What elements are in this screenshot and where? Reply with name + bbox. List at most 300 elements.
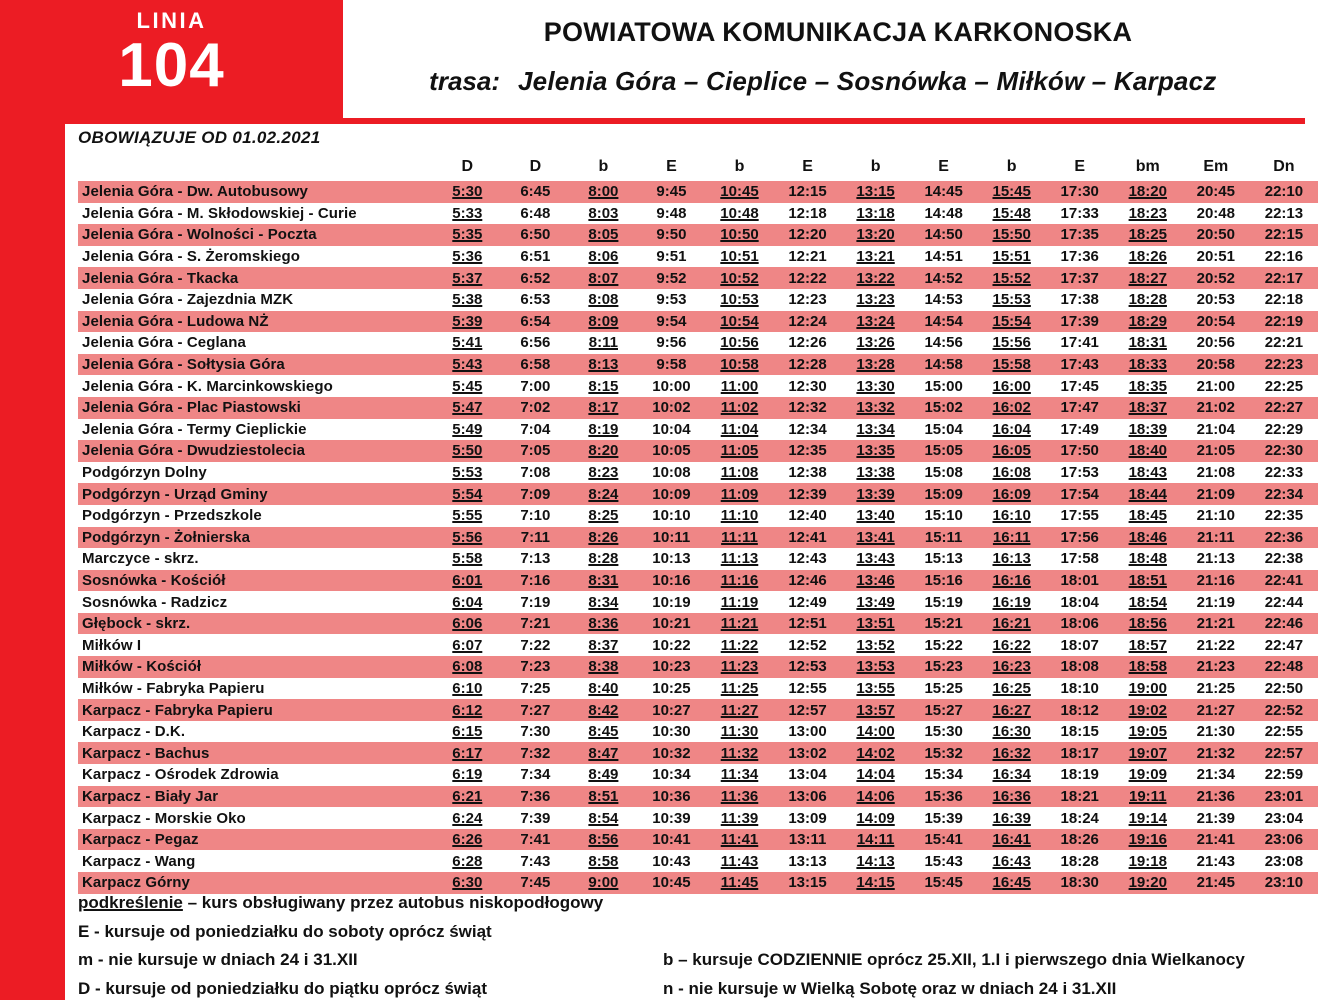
departure-time-cell: 10:10 <box>637 505 705 527</box>
departure-time-cell <box>433 548 501 570</box>
table-row <box>78 656 1318 678</box>
low-floor-time: 8:54 <box>588 809 619 827</box>
departure-time-cell <box>978 483 1046 505</box>
departure-time-cell <box>705 591 773 613</box>
departure-time-cell: 18:10 <box>1046 678 1114 700</box>
line-word-label: LINIA <box>136 8 207 33</box>
departure-time-cell <box>1114 203 1182 225</box>
low-floor-time: 18:29 <box>1128 312 1167 330</box>
departure-time-cell: 10:32 <box>637 742 705 764</box>
departure-time-cell: 13:15 <box>774 872 842 894</box>
departure-time-cell: 9:48 <box>637 203 705 225</box>
departure-time-cell: 6:58 <box>501 354 569 376</box>
departure-time-cell: 12:55 <box>774 678 842 700</box>
low-floor-time: 8:51 <box>588 787 619 805</box>
departure-time-cell: 18:24 <box>1046 807 1114 829</box>
low-floor-time: 11:00 <box>720 377 759 395</box>
low-floor-time: 14:04 <box>856 766 895 784</box>
departure-time-cell: 12:23 <box>774 289 842 311</box>
departure-time-cell <box>433 850 501 872</box>
departure-time-cell: 13:13 <box>774 850 842 872</box>
departure-time-cell <box>705 634 773 656</box>
departure-time-cell <box>569 786 637 808</box>
departure-time-cell <box>705 807 773 829</box>
departure-time-cell <box>842 332 910 354</box>
departure-time-cell: 6:50 <box>501 224 569 246</box>
low-floor-time: 13:53 <box>856 658 895 676</box>
low-floor-time: 16:39 <box>992 809 1031 827</box>
low-floor-time: 16:34 <box>992 766 1031 784</box>
departure-time-cell <box>842 850 910 872</box>
departure-time-cell: 15:19 <box>910 591 978 613</box>
departure-time-cell <box>433 721 501 743</box>
departure-time-cell: 12:53 <box>774 656 842 678</box>
departure-time-cell <box>978 548 1046 570</box>
low-floor-time: 16:13 <box>992 550 1031 568</box>
low-floor-time: 19:02 <box>1128 701 1167 719</box>
low-floor-time: 15:58 <box>992 356 1031 374</box>
departure-time-cell: 12:21 <box>774 246 842 268</box>
table-row <box>78 267 1318 289</box>
low-floor-time: 13:21 <box>856 248 895 266</box>
stop-name-cell: Podgórzyn Dolny <box>78 462 433 484</box>
departure-time-cell <box>433 634 501 656</box>
departure-time-cell: 14:45 <box>910 181 978 203</box>
stop-name-cell: Jelenia Góra - K. Marcinkowskiego <box>78 375 433 397</box>
departure-time-cell: 15:27 <box>910 699 978 721</box>
departure-time-cell <box>569 505 637 527</box>
stop-name-cell: Karpacz Górny <box>78 872 433 894</box>
departure-time-cell <box>978 332 1046 354</box>
legend-left-text: D - kursuje od poniedziałku do piątku oprócz świąt <box>78 978 487 998</box>
departure-time-cell <box>1114 678 1182 700</box>
departure-time-cell: 17:33 <box>1046 203 1114 225</box>
departure-time-cell: 15:00 <box>910 375 978 397</box>
departure-time-cell <box>978 656 1046 678</box>
low-floor-time: 6:15 <box>452 723 483 741</box>
departure-time-cell <box>569 634 637 656</box>
column-header-b-6: b <box>870 158 881 175</box>
low-floor-time: 18:48 <box>1128 550 1167 568</box>
departure-time-cell <box>705 462 773 484</box>
departure-time-cell <box>705 527 773 549</box>
departure-time-cell: 21:08 <box>1182 462 1250 484</box>
departure-time-cell: 20:53 <box>1182 289 1250 311</box>
departure-time-cell: 21:32 <box>1182 742 1250 764</box>
low-floor-time: 15:48 <box>992 204 1031 222</box>
stop-name-cell: Marczyce - skrz. <box>78 548 433 570</box>
departure-time-cell: 15:25 <box>910 678 978 700</box>
departure-time-cell: 21:23 <box>1182 656 1250 678</box>
departure-time-cell: 12:41 <box>774 527 842 549</box>
low-floor-time: 14:02 <box>856 744 895 762</box>
departure-time-cell: 6:53 <box>501 289 569 311</box>
departure-time-cell: 17:55 <box>1046 505 1114 527</box>
departure-time-cell <box>705 505 773 527</box>
departure-time-cell: 12:43 <box>774 548 842 570</box>
departure-time-cell: 13:09 <box>774 807 842 829</box>
departure-time-cell <box>433 527 501 549</box>
departure-time-cell: 21:16 <box>1182 570 1250 592</box>
low-floor-time: 13:15 <box>856 183 895 201</box>
departure-time-cell <box>569 246 637 268</box>
table-row <box>78 203 1318 225</box>
departure-time-cell: 20:45 <box>1182 181 1250 203</box>
stop-name-cell: Miłków - Fabryka Papieru <box>78 678 433 700</box>
table-row <box>78 570 1318 592</box>
table-row <box>78 721 1318 743</box>
column-header-row <box>78 158 1318 181</box>
departure-time-cell <box>705 203 773 225</box>
departure-time-cell: 14:58 <box>910 354 978 376</box>
low-floor-time: 16:43 <box>992 852 1031 870</box>
low-floor-time: 10:56 <box>720 334 759 352</box>
low-floor-time: 16:32 <box>992 744 1031 762</box>
departure-time-cell: 15:22 <box>910 634 978 656</box>
departure-time-cell: 22:17 <box>1250 267 1318 289</box>
low-floor-time: 13:30 <box>856 377 895 395</box>
departure-time-cell <box>705 311 773 333</box>
departure-time-cell: 20:51 <box>1182 246 1250 268</box>
low-floor-time: 13:26 <box>856 334 895 352</box>
departure-time-cell <box>433 829 501 851</box>
departure-time-cell: 10:23 <box>637 656 705 678</box>
departure-time-cell: 15:09 <box>910 483 978 505</box>
departure-time-cell <box>433 764 501 786</box>
departure-time-cell <box>1114 613 1182 635</box>
low-floor-time: 11:36 <box>720 787 759 805</box>
table-row <box>78 224 1318 246</box>
stop-name-cell: Miłków I <box>78 634 433 656</box>
low-floor-time: 10:45 <box>720 183 759 201</box>
low-floor-time: 15:56 <box>992 334 1031 352</box>
departure-time-cell: 17:39 <box>1046 311 1114 333</box>
low-floor-time: 13:28 <box>856 356 895 374</box>
low-floor-time: 18:56 <box>1128 615 1167 633</box>
low-floor-time: 11:34 <box>720 766 759 784</box>
departure-time-cell <box>569 419 637 441</box>
departure-time-cell <box>705 570 773 592</box>
departure-time-cell <box>978 872 1046 894</box>
departure-time-cell: 10:36 <box>637 786 705 808</box>
column-header-bm-10: bm <box>1135 158 1160 175</box>
departure-time-cell: 6:52 <box>501 267 569 289</box>
legend-left-text <box>78 893 603 913</box>
departure-time-cell: 9:54 <box>637 311 705 333</box>
departure-time-cell: 22:55 <box>1250 721 1318 743</box>
departure-time-cell: 21:02 <box>1182 397 1250 419</box>
column-header-b-2: b <box>598 158 609 175</box>
route-value: Jelenia Góra – Cieplice – Sosnówka – Miłków – Karpacz <box>518 66 1217 96</box>
departure-time-cell <box>705 786 773 808</box>
low-floor-time: 18:40 <box>1128 442 1167 460</box>
low-floor-time: 18:20 <box>1128 183 1167 201</box>
header-titles <box>343 0 1333 123</box>
departure-time-cell <box>842 742 910 764</box>
low-floor-time: 13:18 <box>856 204 895 222</box>
low-floor-time: 16:02 <box>992 399 1031 417</box>
departure-time-cell <box>842 246 910 268</box>
departure-time-cell: 10:19 <box>637 591 705 613</box>
departure-time-cell: 13:04 <box>774 764 842 786</box>
low-floor-time: 19:00 <box>1128 679 1167 697</box>
low-floor-time: 19:05 <box>1128 723 1167 741</box>
departure-time-cell <box>569 311 637 333</box>
low-floor-time: 8:40 <box>588 679 619 697</box>
low-floor-time: 19:11 <box>1129 787 1167 805</box>
low-floor-time: 18:28 <box>1128 291 1167 309</box>
low-floor-time: 11:45 <box>720 874 759 892</box>
low-floor-time: 11:30 <box>720 723 759 741</box>
low-floor-time: 13:52 <box>856 636 895 654</box>
departure-time-cell <box>978 462 1046 484</box>
departure-time-cell <box>569 742 637 764</box>
departure-time-cell: 15:10 <box>910 505 978 527</box>
table-row <box>78 850 1318 872</box>
legend-right-text: b – kursuje CODZIENNIE oprócz 25.XII, 1.I i pierwszego dnia Wielkanocy <box>663 950 1245 969</box>
low-floor-time: 13:22 <box>856 269 895 287</box>
table-row <box>78 872 1318 894</box>
departure-time-cell <box>842 786 910 808</box>
departure-time-cell <box>978 527 1046 549</box>
low-floor-time: 8:13 <box>588 356 619 374</box>
departure-time-cell: 21:43 <box>1182 850 1250 872</box>
departure-time-cell: 12:15 <box>774 181 842 203</box>
departure-time-cell: 23:08 <box>1250 850 1318 872</box>
departure-time-cell <box>705 289 773 311</box>
low-floor-time: 13:41 <box>856 528 895 546</box>
departure-time-cell: 7:10 <box>501 505 569 527</box>
departure-time-cell <box>978 850 1046 872</box>
departure-time-cell: 22:15 <box>1250 224 1318 246</box>
departure-time-cell: 7:04 <box>501 419 569 441</box>
departure-time-cell <box>978 742 1046 764</box>
low-floor-time: 11:09 <box>720 485 759 503</box>
low-floor-time: 13:39 <box>856 485 895 503</box>
departure-time-cell <box>705 332 773 354</box>
table-row <box>78 332 1318 354</box>
low-floor-time: 11:41 <box>720 831 759 849</box>
departure-time-cell: 22:13 <box>1250 203 1318 225</box>
departure-time-cell: 7:21 <box>501 613 569 635</box>
departure-time-cell <box>433 570 501 592</box>
column-header-dn-12: Dn <box>1273 158 1295 175</box>
departure-time-cell <box>569 829 637 851</box>
low-floor-time: 18:44 <box>1128 485 1167 503</box>
departure-time-cell <box>433 505 501 527</box>
departure-time-cell <box>978 181 1046 203</box>
low-floor-time: 6:21 <box>452 787 483 805</box>
departure-time-cell <box>1114 656 1182 678</box>
departure-time-cell: 7:05 <box>501 440 569 462</box>
departure-time-cell: 22:18 <box>1250 289 1318 311</box>
departure-time-cell: 9:45 <box>637 181 705 203</box>
departure-time-cell <box>978 397 1046 419</box>
departure-time-cell: 21:13 <box>1182 548 1250 570</box>
low-floor-time: 11:10 <box>720 507 759 525</box>
departure-time-cell: 7:41 <box>501 829 569 851</box>
departure-time-cell <box>1114 483 1182 505</box>
departure-time-cell <box>1114 419 1182 441</box>
departure-time-cell <box>842 613 910 635</box>
table-row <box>78 462 1318 484</box>
departure-time-cell <box>842 397 910 419</box>
departure-time-cell <box>433 246 501 268</box>
departure-time-cell <box>1114 699 1182 721</box>
low-floor-time: 19:07 <box>1128 744 1167 762</box>
departure-time-cell: 17:45 <box>1046 375 1114 397</box>
legend-right-text: n - nie kursuje w Wielką Sobotę oraz w dniach 24 i 31.XII <box>663 978 1117 998</box>
column-header-e-9: E <box>1074 158 1086 175</box>
departure-time-cell <box>433 397 501 419</box>
low-floor-time: 5:33 <box>452 204 483 222</box>
departure-time-cell: 22:38 <box>1250 548 1318 570</box>
valid-from-row <box>65 124 1333 158</box>
stop-name-cell: Podgórzyn - Żołnierska <box>78 527 433 549</box>
departure-time-cell: 21:30 <box>1182 721 1250 743</box>
departure-time-cell <box>569 332 637 354</box>
low-floor-time: 18:51 <box>1128 571 1167 589</box>
departure-time-cell <box>842 807 910 829</box>
low-floor-time: 16:23 <box>992 658 1031 676</box>
low-floor-time: 8:23 <box>588 464 619 482</box>
departure-time-cell <box>433 354 501 376</box>
table-row <box>78 786 1318 808</box>
departure-time-cell <box>842 872 910 894</box>
departure-time-cell: 7:32 <box>501 742 569 764</box>
low-floor-time: 11:25 <box>720 679 759 697</box>
departure-time-cell: 18:08 <box>1046 656 1114 678</box>
low-floor-time: 8:37 <box>588 636 619 654</box>
departure-time-cell <box>433 419 501 441</box>
departure-time-cell: 23:04 <box>1250 807 1318 829</box>
low-floor-time: 11:21 <box>720 615 759 633</box>
departure-time-cell <box>842 311 910 333</box>
low-floor-time: 16:05 <box>992 442 1031 460</box>
departure-time-cell <box>1114 634 1182 656</box>
departure-time-cell: 22:46 <box>1250 613 1318 635</box>
low-floor-time: 13:55 <box>856 679 895 697</box>
departure-time-cell <box>705 764 773 786</box>
low-floor-time: 15:53 <box>992 291 1031 309</box>
stop-name-cell: Karpacz - Biały Jar <box>78 786 433 808</box>
departure-time-cell: 17:35 <box>1046 224 1114 246</box>
departure-time-cell: 15:41 <box>910 829 978 851</box>
departure-time-cell <box>1114 462 1182 484</box>
departure-time-cell: 17:54 <box>1046 483 1114 505</box>
departure-time-cell <box>569 764 637 786</box>
departure-time-cell: 22:23 <box>1250 354 1318 376</box>
departure-time-cell: 15:11 <box>910 527 978 549</box>
departure-time-cell <box>433 591 501 613</box>
departure-time-cell <box>978 721 1046 743</box>
low-floor-time: 18:33 <box>1128 356 1167 374</box>
low-floor-time: 16:45 <box>992 874 1031 892</box>
departure-time-cell: 9:56 <box>637 332 705 354</box>
departure-time-cell: 6:56 <box>501 332 569 354</box>
low-floor-time: 13:57 <box>856 701 895 719</box>
table-row <box>78 440 1318 462</box>
departure-time-cell <box>569 527 637 549</box>
departure-time-cell: 22:36 <box>1250 527 1318 549</box>
departure-time-cell: 20:52 <box>1182 267 1250 289</box>
table-row <box>78 483 1318 505</box>
departure-time-cell <box>842 699 910 721</box>
departure-time-cell <box>705 440 773 462</box>
departure-time-cell: 15:39 <box>910 807 978 829</box>
stop-name-cell: Jelenia Góra - Sołtysia Góra <box>78 354 433 376</box>
timetable <box>78 158 1318 894</box>
departure-time-cell: 10:08 <box>637 462 705 484</box>
low-floor-time: 8:09 <box>588 312 619 330</box>
departure-time-cell <box>433 462 501 484</box>
departure-time-cell <box>1114 548 1182 570</box>
column-header-b-8: b <box>1006 158 1017 175</box>
low-floor-time: 14:11 <box>856 831 895 849</box>
legend-line <box>78 893 1333 922</box>
low-floor-time: 11:02 <box>720 399 759 417</box>
low-floor-time: 6:08 <box>452 658 483 676</box>
departure-time-cell: 7:19 <box>501 591 569 613</box>
departure-time-cell <box>1114 505 1182 527</box>
departure-time-cell <box>842 181 910 203</box>
departure-time-cell: 22:57 <box>1250 742 1318 764</box>
departure-time-cell: 7:45 <box>501 872 569 894</box>
departure-time-cell: 7:11 <box>501 527 569 549</box>
stop-name-cell: Jelenia Góra - Zajezdnia MZK <box>78 289 433 311</box>
departure-time-cell <box>842 764 910 786</box>
departure-time-cell <box>978 289 1046 311</box>
low-floor-time: 13:49 <box>856 593 895 611</box>
low-floor-time: 11:19 <box>720 593 759 611</box>
stop-name-cell: Karpacz - D.K. <box>78 721 433 743</box>
departure-time-cell: 7:02 <box>501 397 569 419</box>
table-row <box>78 289 1318 311</box>
low-floor-time: 8:07 <box>588 269 619 287</box>
table-row <box>78 181 1318 203</box>
table-row <box>78 548 1318 570</box>
low-floor-time: 19:14 <box>1128 809 1167 827</box>
departure-time-cell: 10:21 <box>637 613 705 635</box>
departure-time-cell: 20:56 <box>1182 332 1250 354</box>
departure-time-cell <box>842 375 910 397</box>
departure-time-cell <box>705 678 773 700</box>
table-row <box>78 634 1318 656</box>
departure-time-cell <box>705 181 773 203</box>
low-floor-time: 6:19 <box>452 766 483 784</box>
departure-time-cell: 10:04 <box>637 419 705 441</box>
departure-time-cell <box>842 440 910 462</box>
low-floor-time: 5:49 <box>452 420 483 438</box>
low-floor-time: 5:45 <box>452 377 483 395</box>
departure-time-cell <box>842 548 910 570</box>
departure-time-cell: 7:25 <box>501 678 569 700</box>
low-floor-time: 18:31 <box>1128 334 1167 352</box>
departure-time-cell: 12:35 <box>774 440 842 462</box>
low-floor-time: 5:36 <box>452 248 483 266</box>
stop-name-cell: Głębock - skrz. <box>78 613 433 635</box>
low-floor-time: 18:23 <box>1128 204 1167 222</box>
departure-time-cell: 17:56 <box>1046 527 1114 549</box>
departure-time-cell: 22:30 <box>1250 440 1318 462</box>
low-floor-time: 13:43 <box>856 550 895 568</box>
table-row <box>78 397 1318 419</box>
departure-time-cell: 14:52 <box>910 267 978 289</box>
departure-time-cell <box>842 483 910 505</box>
departure-time-cell <box>569 462 637 484</box>
departure-time-cell <box>569 570 637 592</box>
departure-time-cell <box>978 354 1046 376</box>
